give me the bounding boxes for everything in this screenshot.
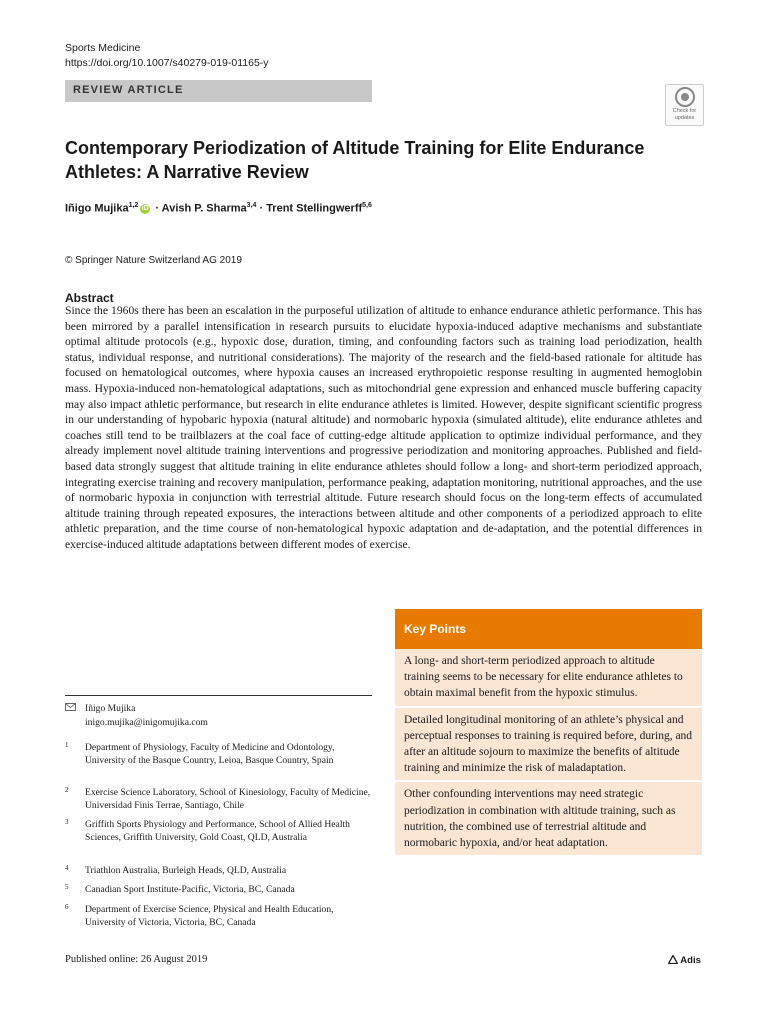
article-type-label: REVIEW ARTICLE <box>73 84 184 96</box>
affiliation-text: Exercise Science Laboratory, School of Kinesiology, Faculty of Medicine, Universidad Finis Terrae, Santiago, Chile <box>85 787 371 812</box>
author-name[interactable]: Iñigo Mujika <box>65 202 129 215</box>
article-type-band <box>65 80 372 102</box>
footnote-divider <box>65 695 372 696</box>
affiliation-number: 1 <box>65 741 69 749</box>
author-name[interactable]: Avish P. Sharma <box>161 202 247 215</box>
key-points-heading: Key Points <box>395 609 702 649</box>
key-point-item: Other confounding interventions may need strategic periodization in combination with altitude training, such as nutrition, the combined use of terrestrial altitude and normobaric hypoxia, and/or heat adaptation. <box>395 782 702 857</box>
orcid-icon[interactable]: iD <box>141 204 149 212</box>
article-title: Contemporary Periodization of Altitude Training for Elite Endurance Athletes: A Narrative Review <box>65 138 645 182</box>
envelope-icon <box>65 702 76 716</box>
affiliation-number: 3 <box>65 818 69 826</box>
author-affil-sup: 5,6 <box>362 202 372 209</box>
affiliation-number: 4 <box>65 864 69 872</box>
key-point-item: A long- and short-term periodized approach to altitude training seems to be necessary for elite endurance athletes to obtain maximal benefit from the hypoxic stimulus. <box>395 649 702 708</box>
journal-name: Sports Medicine <box>65 42 141 54</box>
affiliation-number: 2 <box>65 786 69 794</box>
author-affil-sup: 3,4 <box>246 202 257 209</box>
journal-header <box>65 41 269 71</box>
check-for-updates-button[interactable] <box>665 84 704 126</box>
key-point-item: Detailed longitudinal monitoring of an athlete’s physical and perceptual responses to training is required before, during, and after an altitude sojourn to maximize the benefits of altitude training and minimize the risk of maladaptation. <box>395 708 702 783</box>
author-affil-sup: 1,2 <box>128 202 139 209</box>
affiliation-number: 5 <box>65 883 69 891</box>
adis-logo-icon <box>668 955 680 966</box>
author-list: Iñigo Mujika$^{1,2}$ iD · Avish P. Sharma$^{3,4}$ · Trent Stellingwerff$^{5,6}$ <box>65 202 372 215</box>
affiliation-text: Triathlon Australia, Burleigh Heads, QLD, Australia <box>85 865 287 876</box>
publisher-name: Adis <box>680 955 701 966</box>
check-updates-line-1: Check for <box>672 108 697 114</box>
correspondence-name: Iñigo Mujika <box>85 703 136 714</box>
abstract-text: Since the 1960s there has been an escalation in the purposeful utilization of altitude to enhance endurance athletic performance. This has been mirrored by a parallel intensification in research pursuits to elucidate hypoxia-induced adaptive mechanisms and substantiate optimal altitude protocols (e.g., hypoxic dose, duration, timing, and confounding factors such as training load periodization, health status, individual response, and nutritional considerations). The majority of the research and the field-based rationale for altitude has focused on hematological outcomes, where hypoxia causes an increased erythropoietic response resulting in augmented hemoglobin mass. Hypoxia-induced non-hematological adaptations, such as mitochondrial gene expression and enhanced muscle buffering capacity may also impact athletic performance, but research in elite endurance athletes is limited. However, despite significant scientific progress in our understanding of hypobaric hypoxia (natural altitude) and normobaric hypoxia (simulated altitude), elite endurance athletes and coaches still tend to be trailblazers at the coal face of cutting-edge altitude application to optimize individual performance, and they already implement novel altitude training interventions and progressive periodization and monitoring approaches. Published and field-based data strongly suggest that altitude training in elite endurance athletes should follow a long- and short-term periodized approach, integrating exercise training and recovery manipulation, performance peaking, adaptation monitoring, nutritional approaches, and the use of normobaric hypoxia in conjunction with terrestrial altitude. Future research should focus on the long-term effects of accumulated altitude training through repeated exposures, the interactions between altitude and other components of a periodized approach to elite athletic preparation, and the time course of non-hematological hypoxic adaptation and de-adaptation, and the potential differences in exercise-induced altitude adaptations between different modes of exercise. <box>65 304 702 551</box>
affiliation-text: Department of Exercise Science, Physical and Health Education, University of Victoria, Victoria, BC, Canada <box>85 904 334 929</box>
copyright-notice: © Springer Nature Switzerland AG 2019 <box>65 255 242 266</box>
affiliation-text: Canadian Sport Institute-Pacific, Victoria, BC, Canada <box>85 884 295 895</box>
check-updates-line-2: updates <box>674 115 695 121</box>
abstract-heading: Abstract <box>65 291 114 305</box>
doi-link[interactable]: https://doi.org/10.1007/s40279-019-01165-y <box>65 57 269 69</box>
publisher-logo <box>668 955 701 966</box>
correspondence-email[interactable]: inigo.mujika@inigomujika.com <box>85 716 208 728</box>
affiliation-text: Department of Physiology, Faculty of Medicine and Odontology, University of the Basque Country, Leioa, Basque Country, Spain <box>85 742 335 767</box>
check-updates-icon <box>675 87 695 107</box>
affiliation-number: 6 <box>65 903 69 911</box>
author-name[interactable]: Trent Stellingwerff <box>266 202 363 215</box>
published-date: Published online: 26 August 2019 <box>65 954 208 965</box>
affiliation-text: Griffith Sports Physiology and Performance, School of Allied Health Sciences, Griffith University, Gold Coast, QLD, Australia <box>85 819 350 844</box>
key-points-box <box>395 609 702 857</box>
